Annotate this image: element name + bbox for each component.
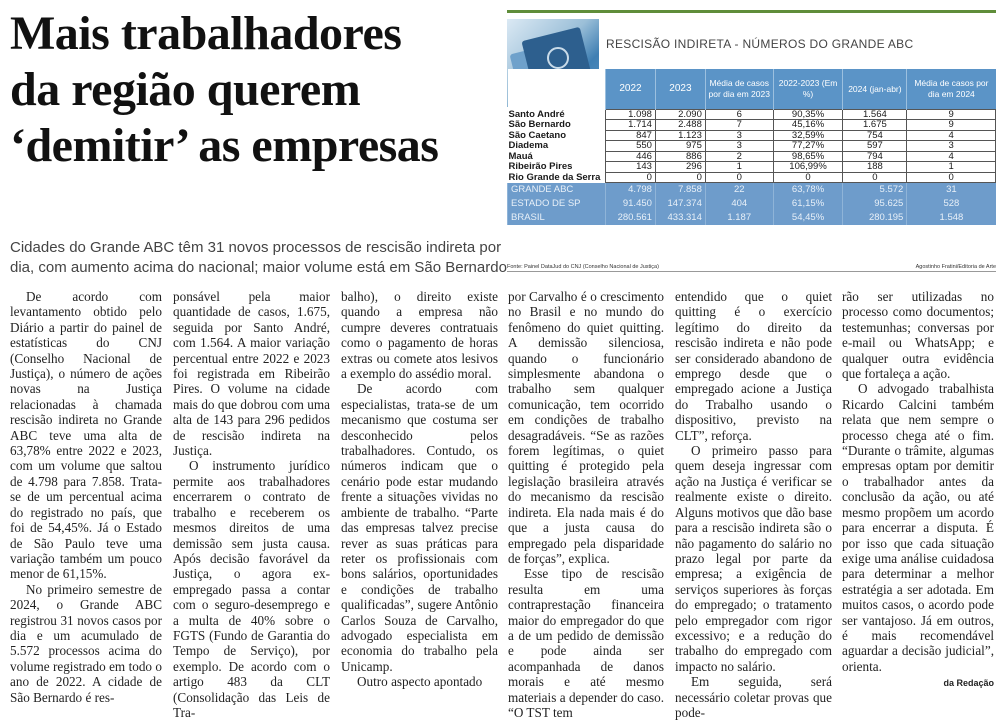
- table-cell: 98,65%: [773, 151, 843, 162]
- data-table: [507, 69, 996, 225]
- row-label: Diadema: [508, 140, 549, 152]
- table-cell: 0: [605, 172, 655, 183]
- subhead-line: Cidades do Grande ABC têm 31 novos processos de rescisão indireta por: [10, 239, 502, 256]
- table-cell: 794: [843, 151, 907, 162]
- art-credit: Agostinho Fratini/Editoria de Arte: [915, 264, 996, 270]
- table-cell: 2: [705, 151, 773, 162]
- table-cell: 1: [907, 162, 996, 173]
- coat-of-arms-icon: [547, 47, 569, 69]
- col-header: 2022: [605, 69, 655, 109]
- paragraph: Esse tipo de rescisão resulta em uma contraprestação financeira maior do empregador do que a de um pedido de demissão e pode ainda ser acompanhada de danos morais e até mesmo materiais a depender do caso. “O TST tem: [508, 566, 664, 720]
- table-cell: 188: [843, 162, 907, 173]
- table-cell: 90,35%: [773, 109, 843, 120]
- col-header: 2023: [655, 69, 705, 109]
- table-cell: 31: [907, 183, 996, 197]
- paragraph: por Carvalho é o crescimento no Brasil e no mundo do fenômeno do quiet quitting. A demissão silenciosa, quando o funcionário simplesmente abandona o trabalho sem qualquer comunicação, tem ocorrido em condições de trabalho desagradáveis. “Se as razões forem legítimas, o quiet quitting é protegido pela legislação brasileira através do mecanismo da rescisão indireta. Ela nada mais é do que a justa causa do empregado pela disparidade de forças”, explica.: [508, 289, 664, 566]
- row-label: ESTADO DE SP: [508, 197, 606, 211]
- paragraph: Outro aspecto apontado: [357, 674, 483, 690]
- table-cell: 32,59%: [773, 130, 843, 141]
- row-label: Ribeirão Pires: [508, 161, 573, 173]
- table-cell: 147.374: [655, 197, 705, 211]
- paragraph: De acordo com especialistas, trata-se de um mecanismo que costuma ser desconhecido pelos trabalhadores. Contudo, os números indicam que o cenário pode estar mudando frente a situações vividas no ambiente de trabalho. “Parte das empresas talvez precise rever as suas práticas para reter os profissionais com bons salários, oportunidades e condições de trabalho qualificadas”, sugere Antônio Carlos Souza de Carvalho, advogado especialista em economia do trabalho pela Unicamp.: [341, 381, 498, 674]
- table-cell: 754: [843, 130, 907, 141]
- table-cell: 404: [705, 197, 773, 211]
- table-cell: 1: [705, 162, 773, 173]
- article-column-5: [675, 289, 832, 720]
- table-cell: 1.098: [605, 109, 655, 120]
- row-label: BRASIL: [508, 211, 606, 225]
- article-column-4: [508, 289, 664, 720]
- col-header: 2022-2023 (Em %): [773, 69, 843, 109]
- table-cell: 975: [655, 141, 705, 152]
- subhead: [10, 238, 507, 278]
- row-label: São Caetano: [508, 129, 567, 141]
- paragraph: De acordo com levantamento obtido pelo Diário a partir do painel de estatísticas do CNJ (Conselho Nacional de Justiça), o número de ações novas na Justiça relacionadas à chamada rescisão indireta no Grande ABC teve uma alta de 63,78% entre 2022 e 2023, com um volume que saltou de 4.798 para 7.858. Trata-se de um percentual acima do registrado no país, que foi de 54,45%. Já o Estado de São Paulo teve uma variação também um pouco menor de 61,15%.: [10, 289, 162, 582]
- table-cell: 0: [907, 172, 996, 183]
- row-label: Mauá: [508, 150, 533, 162]
- col-header: Média de casos por dia em 2024: [907, 69, 996, 109]
- table-cell: 446: [605, 151, 655, 162]
- table-cell: 1.123: [655, 130, 705, 141]
- headline-line: da região querem: [10, 63, 361, 116]
- row-label: São Bernardo: [508, 119, 571, 131]
- article-column-1: [10, 289, 162, 705]
- table-cell: 63,78%: [773, 183, 843, 197]
- byline: da Redação: [943, 678, 994, 689]
- col-header: 2024 (jan-abr): [843, 69, 907, 109]
- table-cell: 106,99%: [773, 162, 843, 173]
- table-row: [508, 141, 996, 152]
- table-cell: 6: [705, 109, 773, 120]
- paragraph: O instrumento jurídico permite aos trabalhadores encerrarem o contrato de trabalho e receberem os mesmos direitos de uma demissão sem justa causa. Após decisão favorável da Justiça, o agora ex-empregado passa a contar com o seguro-desemprego e a multa de 40% sobre o FGTS (Fundo de Garantia do Tempo de Serviço), por exemplo. De acordo com o artigo 483 da CLT (Consolidação das Leis de Tra-: [173, 458, 330, 720]
- table-cell: 433.314: [655, 211, 705, 225]
- table-cell: 2.488: [655, 120, 705, 131]
- table-cell: 0: [773, 172, 843, 183]
- article-column-6: [842, 289, 994, 692]
- paragraph: No primeiro semestre de 2024, o Grande ABC registrou 31 novos casos por dia e um acumulado de 5.572 processos acima do volume registrado em todo o ano de 2022. A cidade de São Bernardo é res-: [10, 581, 162, 705]
- table-cell: 1.548: [907, 211, 996, 225]
- table-cell: 91.450: [605, 197, 655, 211]
- table-cell: 54,45%: [773, 211, 843, 225]
- paragraph: O primeiro passo para quem deseja ingressar com ação na Justiça é verificar se realmente existe o direito. Alguns motivos que dão base para a rescisão indireta são o não pagamento do salário no prazo legal por parte da empresa; a exigência de serviços superiores às forças do empregado; o tratamento pelo empregador com rigor excessivo; e a redução do trabalho do empregado com impacto no salário.: [675, 443, 832, 674]
- headline-line: Mais trabalhadores: [10, 7, 402, 60]
- table-cell: 3: [907, 141, 996, 152]
- infographic: [507, 10, 996, 272]
- table-cell: 280.195: [843, 211, 907, 225]
- paragraph: O advogado trabalhista Ricardo Calcini também relata que nem sempre o processo chega até o fim. “Durante o trâmite, algumas empresas optam por demitir o trabalhador antes da conclusão da ação, ou até mesmo propõem um acordo para encerrar a disputa. É por isso que cada situação exige uma análise cuidadosa para determinar a melhor estratégia a ser adotada. Em muitos casos, o acordo pode ser vantajoso. Já em outros, é mais recomendável aguardar a decisão judicial”, orienta.: [842, 381, 994, 674]
- table-row: [508, 109, 996, 120]
- table-cell: 3: [705, 130, 773, 141]
- table-cell: 1.714: [605, 120, 655, 131]
- table-cell: 1.187: [705, 211, 773, 225]
- paragraph: entendido que o quiet quitting é o exercício legítimo do direito da rescisão indireta e não pode ser considerado abandono de emprego desde que o empregado acione a Justiça do Trabalho usando o dispositivo, previsto na CLT”, reforça.: [675, 289, 832, 443]
- paragraph: balho), o direito existe quando a empresa não cumpre deveres contratuais como o pagamento de horas extras ou comete atos lesivos a exemplo do assédio moral.: [341, 289, 498, 382]
- paragraph: Em seguida, será necessário coletar provas que pode-: [675, 674, 832, 720]
- table-cell: 3: [705, 141, 773, 152]
- subhead-line: dia, com aumento acima do nacional; maior volume está em São Bernardo: [10, 259, 507, 276]
- table-cell: 77,27%: [773, 141, 843, 152]
- table-cell: 0: [655, 172, 705, 183]
- table-cell: 4: [907, 130, 996, 141]
- table-row: [508, 162, 996, 173]
- table-cell: 847: [605, 130, 655, 141]
- table-row: [508, 130, 996, 141]
- table-cell: 4: [907, 151, 996, 162]
- aggregate-row: [508, 197, 996, 211]
- paragraph: rão ser utilizadas no processo como documentos; testemunhas; conversas por e-mail ou WhatsApp; e qualquer outra evidência que fortaleça a ação.: [842, 289, 994, 382]
- source-note: Fonte: Painel DataJud do CNJ (Conselho Nacional de Justiça): [507, 264, 659, 270]
- table-cell: 296: [655, 162, 705, 173]
- headline: [10, 6, 495, 174]
- aggregate-row: [508, 183, 996, 197]
- row-label: GRANDE ABC: [508, 183, 606, 197]
- table-row: [508, 120, 996, 131]
- table-cell: 528: [907, 197, 996, 211]
- table-cell: 7.858: [655, 183, 705, 197]
- table-cell: 4.798: [605, 183, 655, 197]
- table-cell: 280.561: [605, 211, 655, 225]
- table-cell: 5.572: [843, 183, 907, 197]
- table-row: [508, 172, 996, 183]
- row-label: Rio Grande da Serra: [508, 171, 601, 183]
- table-cell: 7: [705, 120, 773, 131]
- aggregate-row: [508, 211, 996, 225]
- table-cell: 2.090: [655, 109, 705, 120]
- table-cell: 0: [705, 172, 773, 183]
- table-cell: 597: [843, 141, 907, 152]
- table-cell: 61,15%: [773, 197, 843, 211]
- table-cell: 1.675: [843, 120, 907, 131]
- table-cell: 45,16%: [773, 120, 843, 131]
- table-cell: 1.564: [843, 109, 907, 120]
- article-column-2: [173, 289, 330, 720]
- headline-line: ‘demitir’ as empresas: [10, 119, 439, 172]
- article-column-3: [341, 289, 498, 690]
- table-cell: 22: [705, 183, 773, 197]
- col-header: Média de casos por dia em 2023: [705, 69, 773, 109]
- paragraph: ponsável pela maior quantidade de casos, 1.675, seguida por Santo André, com 1.564. A maior variação percentual entre 2022 e 2023 foi registrada em Ribeirão Pires. O volume na cidade mais do que dobrou com uma alta de 143 para 296 pedidos de rescisão indireta na Justiça.: [173, 289, 330, 459]
- table-cell: 143: [605, 162, 655, 173]
- infographic-title: RESCISÃO INDIRETA - NÚMEROS DO GRANDE ABC: [606, 37, 914, 51]
- row-label: Santo André: [508, 108, 565, 120]
- table-cell: 9: [907, 109, 996, 120]
- table-cell: 9: [907, 120, 996, 131]
- table-header-row: [508, 69, 996, 109]
- table-cell: 550: [605, 141, 655, 152]
- table-cell: 0: [843, 172, 907, 183]
- table-cell: 886: [655, 151, 705, 162]
- table-cell: 95.625: [843, 197, 907, 211]
- table-row: [508, 151, 996, 162]
